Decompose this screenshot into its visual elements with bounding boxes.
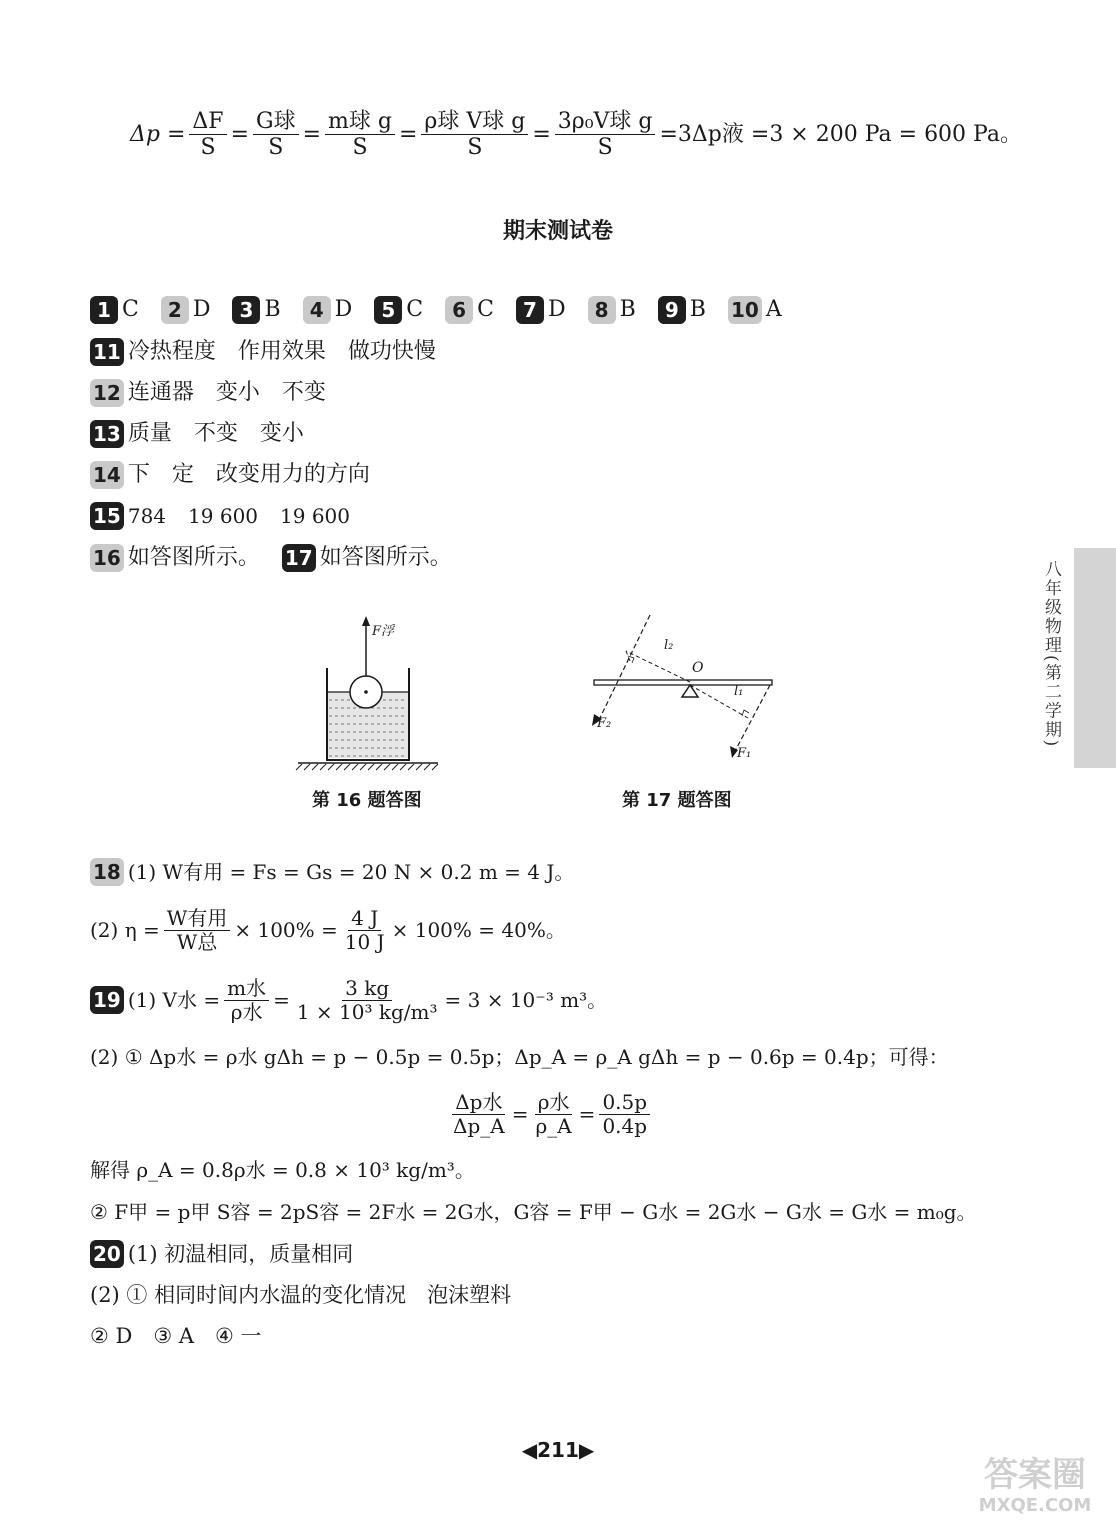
fraction: $\frac{\text{3ρ₀V球 g}}{S}$ — [555, 110, 656, 159]
mc-answer: 2 D — [161, 295, 211, 325]
side-tab — [1074, 548, 1116, 768]
answer-q13: 13 质量 不变 变小 — [90, 419, 304, 449]
answer-q15: 15 784 19 600 19 600 — [90, 501, 350, 531]
fraction: $\frac{3 kg}{\text{1 × 10³ kg/m³}}$ — [296, 975, 438, 1024]
formula-tail: =3Δp液 =3 × 200 Pa = 600 Pa。 — [659, 121, 1022, 147]
fraction: $\frac{\text{ρ水}}{\rho\_A}$ — [535, 1089, 572, 1138]
watermark: 答案圈 MXQE.COM — [978, 1455, 1092, 1516]
top-formula: Δp = $\frac{\Delta F}{S}$ = $\frac{\text{G球}}{S}$ = $\frac{\text{m球 g}}{S}$ = $\frac{\text{ρ球 V球 g}}{S}$ = $\frac{\text{3ρ₀V球 g}}{S}$ =3Δp液 =3 × 200 Pa = 600 Pa。 — [130, 109, 1022, 161]
answer-q19-part1: 19 (1) V水 = $\frac{\text{m水}}{\text{ρ水}}$ = $\frac{3 kg}{\text{1 × 10³ kg/m³}}$ = 3 × 10⁻³ m³。 — [90, 970, 607, 1030]
answer-q19-part4: ② F甲 = p甲 S容 = 2pS容 = 2F水 = 2G水，G容 = F甲 − G水 = 2G水 − G水 = G水 = m₀g。 — [90, 1200, 977, 1224]
side-label: 八年级物理(第二学期) — [1041, 560, 1061, 749]
fraction: $\frac{\text{ρ球 V球 g}}{S}$ — [421, 110, 528, 159]
page-number: ◀211▶ — [521, 1438, 595, 1462]
fig17-label-f2: F₂ — [597, 716, 612, 731]
mc-answer: 7 D — [516, 295, 566, 325]
figure-16 — [290, 610, 450, 775]
fraction: $\frac{\Delta F}{S}$ — [189, 110, 226, 159]
answer-q20-part2: (2) ① 相同时间内水温的变化情况 泡沫塑料 — [90, 1283, 512, 1307]
answer-q19-part2: (2) ① Δp水 = ρ水 gΔh = p − 0.5p = 0.5p；Δp_A = ρ_A gΔh = p − 0.6p = 0.4p；可得： — [90, 1045, 949, 1069]
fig17-label-l2: l₂ — [664, 638, 674, 653]
answer-q12: 12 连通器 变小 不变 — [90, 378, 326, 408]
fraction: $\frac{\text{W有用}}{\text{W总}}$ — [164, 908, 231, 953]
answer-q18-part1: 18 (1) W有用 = Fs = Gs = 20 N × 0.2 m = 4 J。 — [90, 857, 574, 887]
answer-q20-part3: ② D ③ A ④ 一 — [90, 1324, 262, 1348]
mc-answer: 9 B — [658, 295, 706, 325]
answer-q19-equation: $\frac{\text{Δp水}}{\Delta p\_A}$ = $\frac{\text{ρ水}}{\rho\_A}$ = $\frac{0.5p}{0.4p}$ — [446, 1084, 654, 1144]
answer-q18-part2: (2) η = $\frac{\text{W有用}}{\text{W总}}$ × 100% = $\frac{4 J}{10 J}$ × 100% = 40%。 — [90, 905, 566, 954]
fraction: $\frac{\text{G球}}{S}$ — [253, 110, 299, 159]
mc-answer: 1 C — [90, 295, 139, 325]
fig17-label-o: O — [692, 660, 704, 676]
mc-answer: 5 C — [374, 295, 423, 325]
fig16-force-label: F浮 — [372, 624, 395, 639]
fraction: $\frac{\text{m水}}{\text{ρ水}}$ — [224, 978, 269, 1023]
answer-q19-part3: 解得 ρ_A = 0.8ρ水 = 0.8 × 10³ kg/m³。 — [90, 1158, 475, 1182]
mc-answer: 4 D — [303, 295, 353, 325]
fraction: $\frac{\text{Δp水}}{\Delta p\_A}$ — [453, 1089, 505, 1138]
mc-answer: 3 B — [232, 295, 280, 325]
mc-answer: 6 C — [445, 295, 494, 325]
fraction: $\frac{4 J}{10 J}$ — [344, 905, 385, 954]
fraction: $\frac{\text{m球 g}}{S}$ — [325, 110, 395, 159]
section-title: 期末测试卷 — [502, 219, 613, 244]
mc-answer: 8 B — [588, 295, 636, 325]
formula-lhs: Δp — [130, 121, 160, 147]
fig16-caption: 第 16 题答图 — [312, 790, 422, 811]
answer-q16-q17: 16 如答图所示。 17 如答图所示。 — [90, 543, 452, 573]
mc-answers-row — [90, 295, 804, 325]
fig17-label-f1: F₁ — [737, 746, 752, 761]
answer-q20-part1: 20 (1) 初温相同，质量相同 — [90, 1239, 353, 1269]
answer-q11: 11 冷热程度 作用效果 做功快慢 — [90, 337, 436, 367]
mc-answer: 10 A — [728, 295, 782, 325]
fig17-label-l1: l₁ — [734, 684, 744, 699]
fraction: $\frac{0.5p}{0.4p}$ — [599, 1092, 650, 1137]
answer-q14: 14 下 定 改变用力的方向 — [90, 460, 370, 490]
fig17-caption: 第 17 题答图 — [622, 790, 732, 811]
